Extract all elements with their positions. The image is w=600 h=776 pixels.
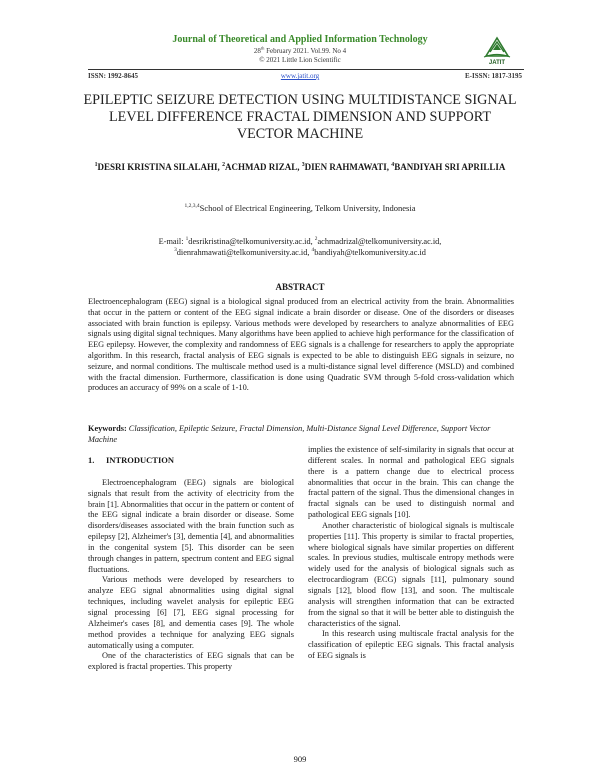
email-3[interactable]: dienrahmawati@telkomuniversity.ac.id, — [176, 248, 312, 257]
website-link[interactable]: www.jatit.org — [280, 72, 320, 80]
abstract-heading: ABSTRACT — [275, 282, 325, 292]
email-block — [60, 236, 540, 258]
affiliation-index: 1,2,3,4 — [184, 203, 200, 210]
abstract-text: Electroencephalogram (EEG) signal is a biological signal produced from an electrical activity from the brain. Abnormalities that occur in the pattern or content of the EEG signal indicate a brain disorder or disease. One of the disorders or diseases associated with brain function is epilepsy. Various methods were developed by researchers to analyze abnormalities of EEG signals using digital signal techniques. Many algorithms have been applied to achieve high performance for the classification of EEG epilepsy. However, the complexity and randomness of EEG signals is a challenge for researchers to apply the appropriate algorithm. In this research, fractal analysis of EEG signals is expected to be able to distinguish EEG signals in seizure, no seizure, and normal conditions. The multiscale method used is a multi-distance signal level difference (MSLD) and combined with the fractal dimension. Furthermore, classification is done using Quadratic SVM through 5-fold cross-validation which produces an accuracy of 99% on a scale of 1-10. — [88, 297, 514, 393]
copyright: © 2021 Little Lion Scientific — [259, 56, 341, 64]
email-2[interactable]: achmadrizal@telkomuniversity.ac.id, — [317, 237, 442, 246]
right-column — [308, 445, 514, 662]
email-label: E-mail: — [158, 237, 186, 246]
email-2-index: 2 — [314, 236, 318, 243]
author-4: BANDIYAH SRI APRILLIA — [394, 162, 506, 172]
paper-title: EPILEPTIC SEIZURE DETECTION USING MULTIDISTANCE SIGNAL LEVEL DIFFERENCE FRACTAL DIMENSION AND SUPPORT VECTOR MACHINE — [83, 92, 517, 142]
author-1-index: 1 — [94, 162, 98, 168]
author-2-index: 2 — [222, 162, 225, 168]
section-heading — [88, 455, 294, 466]
issn: ISSN: 1992-8645 — [88, 72, 138, 80]
date-rest: February 2021. Vol.99. No 4 — [264, 47, 347, 55]
keywords-text: Classification, Epileptic Seizure, Fractal Dimension, Multi-Distance Signal Level Difference, Support Vector Machine — [88, 424, 491, 444]
body-paragraph: Another characteristic of biological signals is multiscale properties [11]. This property is similar to fractal properties, where biological signals have similar properties on different scales. In previous studies, multiscale entropy methods were widely used for the analysis of biological signals such as electrocardiogram (ECG) signals [11], pulmonary sound signals [12], blood flow [13], and soon. The multiscale analysis will strengthen information that can be extracted from the signal so that it will be better able to distinguish the characteristics of the signal. — [308, 520, 514, 628]
email-3-index: 3 — [174, 247, 177, 254]
email-4-index: 4 — [311, 247, 315, 254]
email-1[interactable]: desrikristina@telkomuniversity.ac.id, — [188, 237, 315, 246]
body-paragraph: Electroencephalogram (EEG) signals are biological signals that result from the activity of electricity from the brain [1]. Abnormalities that occur in the pattern or content of the EEG signal indicate a brain disorder or disease. Some disorders/diseases associated with the brain function such as epilepsy [2], Alzheimer's [3], dementia [4], and abnormalities in the congenital system [5]. This disorder can be seen through changes in pattern, spectrum content and EEG signal fluctuations. — [88, 477, 294, 574]
author-list — [86, 160, 514, 174]
body-paragraph: One of the characteristics of EEG signals that can be explored is fractal properties. This property — [88, 651, 294, 672]
logo-text: JATIT — [488, 60, 506, 66]
email-1-index: 1 — [185, 236, 189, 243]
affiliation — [60, 203, 540, 213]
header-rule — [88, 69, 524, 70]
author-4-index: 4 — [391, 162, 395, 168]
keywords — [88, 424, 514, 446]
date-suffix: th — [260, 45, 265, 51]
email-4[interactable]: bandiyah@telkomuniversity.ac.id — [314, 248, 426, 257]
page-number: 909 — [293, 754, 307, 764]
body-paragraph: implies the existence of self-similarity in signals that occur at different scales. In normal and pathological EEG signals there is a pattern change due to electrical process abnormalities that occur in the brain. This can change the fractal pattern of the signal. Thus the dimensional changes in fractal signals can be used to distinguish normal and pathological EEG signals [10]. — [308, 445, 514, 520]
journal-logo-icon — [480, 32, 514, 66]
section-title: INTRODUCTION — [106, 455, 175, 465]
author-2: ACHMAD RIZAL, — [224, 162, 302, 172]
body-paragraph: In this research using multiscale fractal analysis for the classification of epileptic EEG signals. This fractal analysis of EEG signals is — [308, 629, 514, 661]
date-day: 28 — [253, 47, 261, 55]
eissn: E-ISSN: 1817-3195 — [465, 72, 522, 80]
left-column — [88, 455, 294, 673]
author-3: DIEN RAHMAWATI, — [304, 162, 392, 172]
author-1: DESRI KRISTINA SILALAHI, — [97, 162, 223, 172]
journal-title: Journal of Theoretical and Applied Information Technology — [172, 34, 428, 45]
section-number: 1. — [88, 455, 95, 465]
body-paragraph: Various methods were developed by researchers to analyze EEG signal abnormalities using digital signal techniques, including wavelet analysis for epileptic EEG signal processing [6] [7], EEG signal processing for Alzheimer's cases [8], and dementia cases [9]. The whole method provides a technique for analyzing EEG signals automatically using a computer. — [88, 575, 294, 650]
keywords-label: Keywords: — [88, 424, 127, 433]
affiliation-text: School of Electrical Engineering, Telkom University, Indonesia — [199, 203, 416, 213]
author-3-index: 3 — [301, 162, 305, 168]
